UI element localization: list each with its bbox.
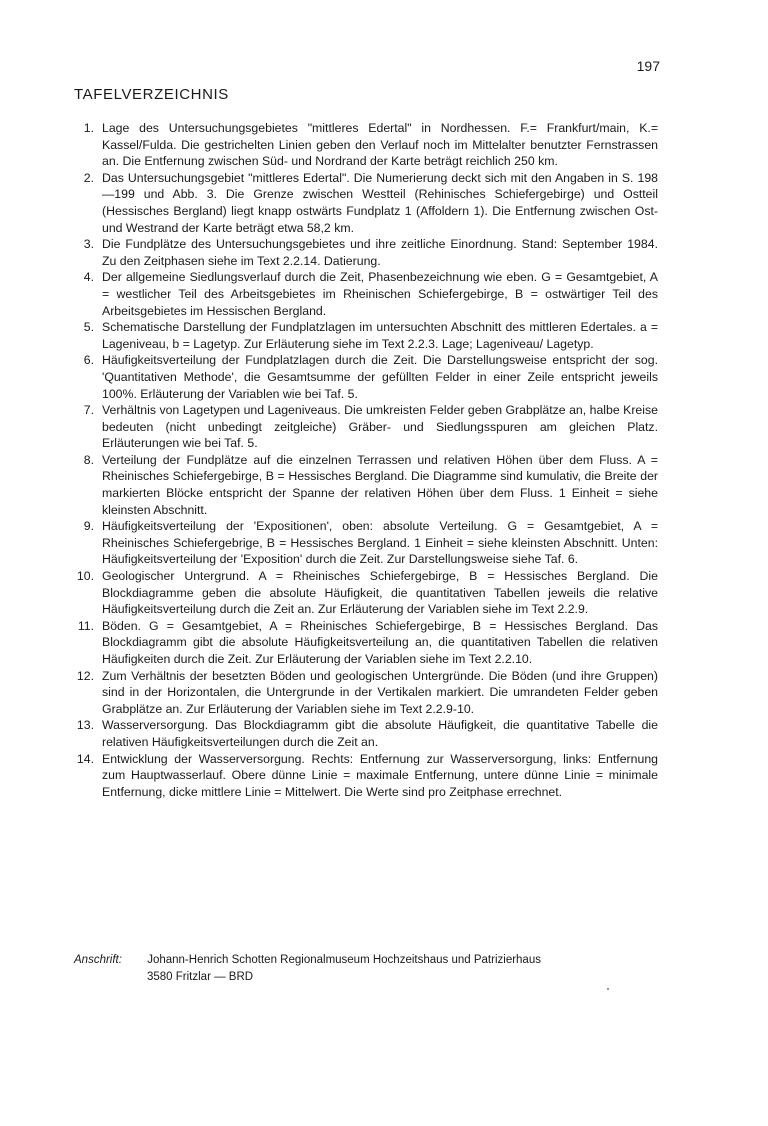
- entry-number: 4.: [83, 270, 94, 285]
- entry-text: Zum Verhältnis der besetzten Böden und geologischen Untergründe. Die Böden (und ihre Gruppen) sind in der Horizontalen, die Untergrunde in der Vertikalen markiert. Die umrandeten Felder geben Grabplätze an. Zur Erläuterung der Variablen siehe im Text 2.2.9-10.: [102, 668, 658, 716]
- list-item: [66, 452, 658, 518]
- entry-text: Verhältnis von Lagetypen und Lageniveaus. Die umkreisten Felder geben Grabplätze an, halbe Kreise bedeuten (nicht unbedingt zeitgleiche) Gräber- und Siedlungsspuren am gleichen Platz. Erläuterungen wie bei Taf. 5.: [102, 403, 658, 451]
- entry-number: 10.: [76, 569, 94, 584]
- list-item: [66, 717, 658, 750]
- list-item: [66, 236, 658, 269]
- entry-number: 3.: [83, 237, 94, 252]
- entry-text: Häufigkeitsverteilung der 'Expositionen', oben: absolute Verteilung. G = Gesamtgebiet, A = Rheinisches Schiefergebrige, B = Hessisches Bergland. 1 Einheit = siehe kleinsten Abschnitt. Unten: Häufigkeitsverteilung der 'Exposition' durch die Zeit. Zur Darstellungsweise siehe Taf. 6.: [102, 519, 658, 567]
- list-item: [66, 751, 658, 801]
- entry-text: Verteilung der Fundplätze auf die einzelnen Terrassen und relativen Höhen über dem Fluss. A = Rheinisches Schiefergebirge, B = Hessisches Bergland. Die Diagramme sind kumulativ, die Breite der markierten Blöcke entspricht der Spanne der relativen Höhen über dem Fluss. 1 Einheit = siehe kleinsten Abschnitt.: [102, 452, 658, 517]
- entry-number: 11.: [77, 618, 94, 633]
- list-item: [66, 352, 658, 402]
- list-item: [66, 319, 658, 352]
- address-block: [74, 952, 634, 985]
- address-line-city: 3580 Fritzlar — BRD: [147, 970, 254, 983]
- page-title: TAFELVERZEICHNIS: [74, 86, 229, 103]
- entry-text: Die Fundplätze des Untersuchungsgebietes und ihre zeitliche Einordnung. Stand: September 1984. Zu den Zeitphasen siehe im Text 2.2.14. Datierung.: [102, 237, 658, 268]
- page-number: 197: [636, 58, 660, 74]
- list-item: [66, 402, 658, 452]
- address-label: Anschrift:: [74, 954, 122, 966]
- entry-text: Häufigkeitsverteilung der Fundplatzlagen durch die Zeit. Die Darstellungsweise entspricht der sog. 'Quantitativen Methode', die Gesamtsumme der gefüllten Felder in einer Zeile entspricht jeweils 100%. Erläuterung der Variablen wie bei Taf. 5.: [102, 353, 658, 401]
- list-item: [66, 668, 658, 718]
- address-line-institution: Johann-Henrich Schotten Regionalmuseum Hochzeitshaus und Patrizierhaus: [147, 954, 541, 966]
- list-item: [66, 568, 658, 618]
- list-item: [66, 618, 658, 668]
- list-item: [66, 120, 658, 170]
- entry-number: 2.: [83, 170, 94, 185]
- table-of-plates: [66, 120, 658, 800]
- entry-number: 1.: [83, 121, 94, 135]
- entry-number: 12.: [76, 668, 94, 683]
- entry-number: 8.: [83, 452, 94, 467]
- entry-text: Der allgemeine Siedlungsverlauf durch die Zeit, Phasenbezeichnung wie eben. G = Gesamtgebiet, A = westlicher Teil des Arbeitsgebietes im Rheinischen Schiefergebirge, B = ostwärtiger Teil des Arbeitsgebietes im Hessischen Bergland.: [102, 270, 658, 318]
- list-item: [66, 170, 658, 236]
- scan-speck: [607, 988, 609, 990]
- entry-text: Lage des Untersuchungsgebietes "mittleres Edertal" in Nordhessen. F.= Frankfurt/main, K.= Kassel/Fulda. Die gestrichelten Linien geben den Verlauf noch im Mittelalter benutzter Fernstrassen an. Die Entfernung zwischen Süd- und Nordrand der Karte beträgt reichlich 250 km.: [102, 121, 658, 169]
- entry-text: Schematische Darstellung der Fundplatzlagen im untersuchten Abschnitt des mittleren Edertales. a = Lageniveau, b = Lagetyp. Zur Erläuterung siehe im Text 2.2.3. Lage; Lageniveau/ Lagetyp.: [102, 320, 658, 351]
- entry-text: Wasserversorgung. Das Blockdiagramm gibt die absolute Häufigkeit, die quantitative Tabelle die relativen Häufigkeitsverteilungen durch die Zeit an.: [102, 718, 658, 749]
- entry-number: 6.: [83, 353, 94, 368]
- entry-number: 9.: [83, 519, 94, 534]
- entry-text: Böden. G = Gesamtgebiet, A = Rheinisches Schiefergebirge, B = Hessisches Bergland. Das Blockdiagramm gibt die absolute Häufigkeitsverteilung an, die quantitativen Tabellen die relativen Häufigkeiten durch die Zeit. Zur Erläuterung der Variablen siehe im Text 2.2.10.: [102, 618, 658, 666]
- entry-number: 5.: [83, 320, 94, 335]
- entry-number: 13.: [76, 718, 94, 733]
- list-item: [66, 269, 658, 319]
- entry-text: Geologischer Untergrund. A = Rheinisches Schiefergebirge, B = Hessisches Bergland. Die Blockdiagramme geben die absolute Häufigkeit, die quantitativen Tabellen jeweils die relative Häufigkeitsverteilung durch die Zeit an. Zur Erläuterung der Variablen siehe im Text 2.2.9.: [102, 569, 658, 617]
- entry-text: Entwicklung der Wasserversorgung. Rechts: Entfernung zur Wasserversorgung, links: Entfernung zum Hauptwasserlauf. Obere dünne Linie = maximale Entfernung, untere dünne Linie = minimale Entfernung, dicke mittlere Linie = Mittelwert. Die Werte sind pro Zeitphase errechnet.: [102, 751, 658, 799]
- entry-number: 7.: [83, 403, 94, 418]
- list-item: [66, 518, 658, 568]
- entry-number: 14.: [76, 751, 94, 766]
- entry-text: Das Untersuchungsgebiet "mittleres Edertal". Die Numerierung deckt sich mit den Angaben in S. 198—199 und Abb. 3. Die Grenze zwischen Westteil (Rehinisches Schiefergebirge) und Ostteil (Hessisches Bergland) liegt knapp ostwärts Fundplatz 1 (Affoldern 1). Die Entfernung zwischen Ost- und Westrand der Karte beträgt etwa 58,2 km.: [102, 170, 658, 235]
